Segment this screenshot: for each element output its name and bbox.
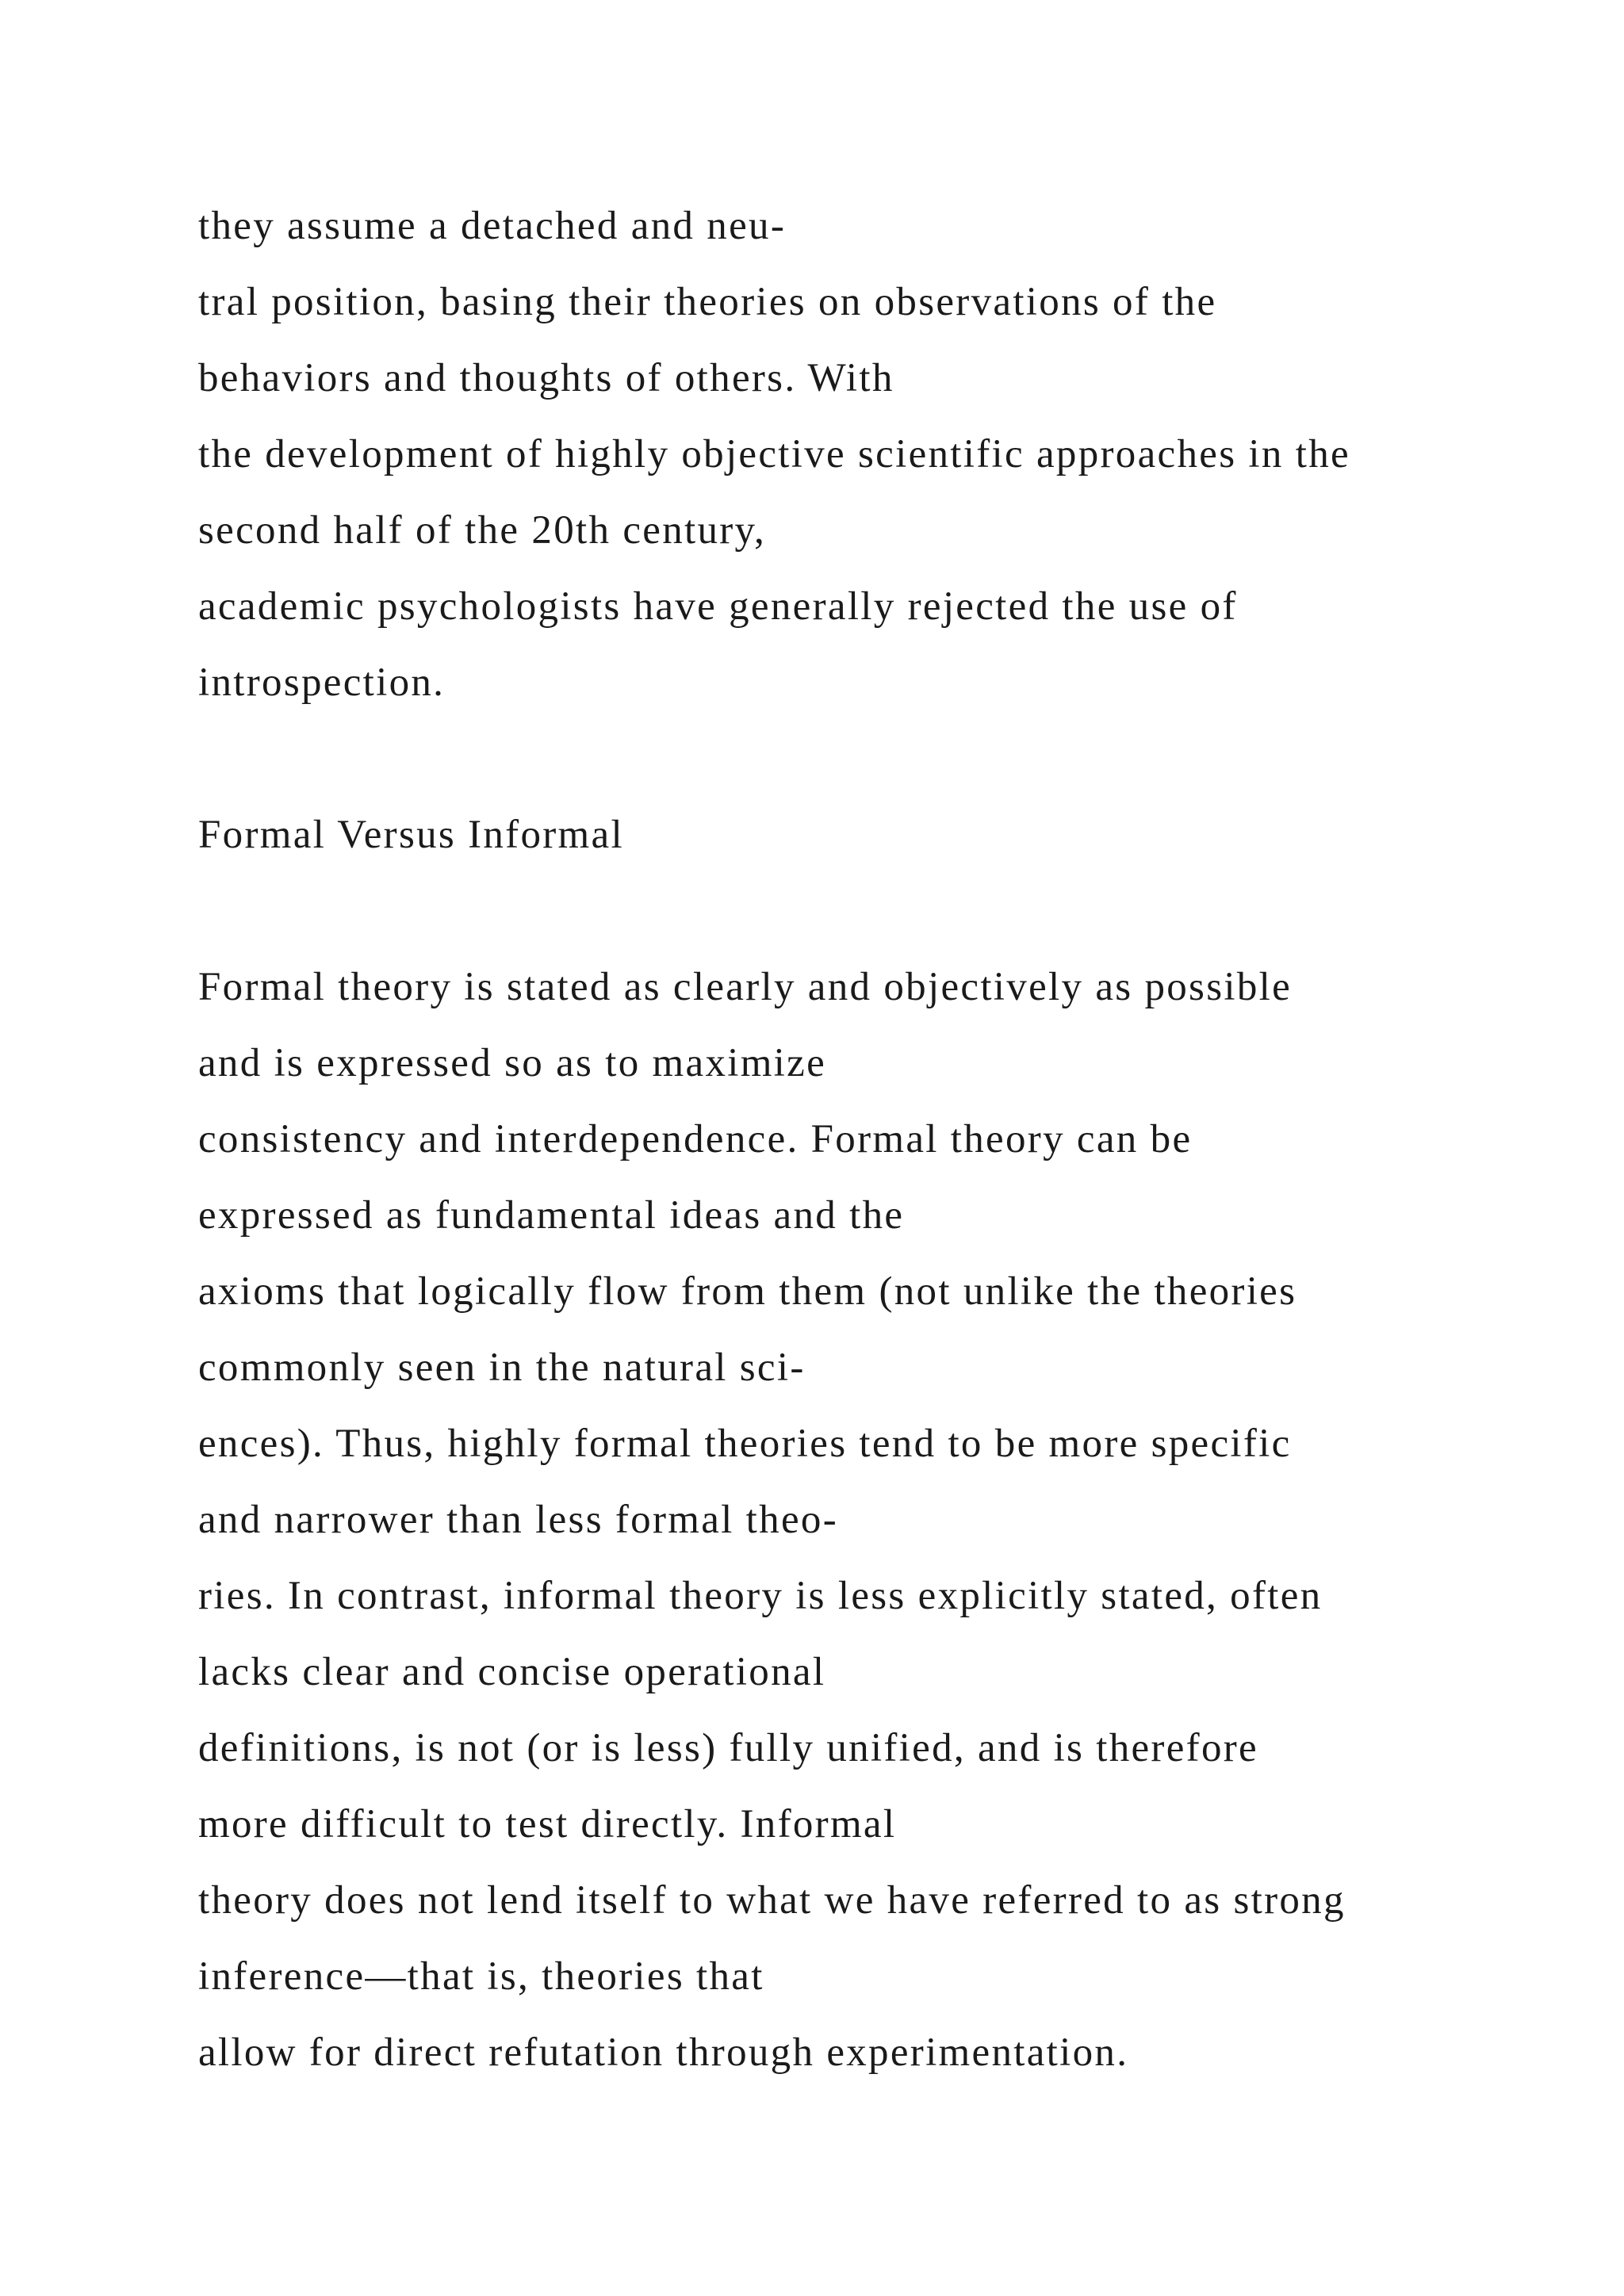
text-line: and is expressed so as to maximize <box>198 1041 827 1085</box>
text-line: Formal theory is stated as clearly and objectively as possible <box>198 965 1293 1009</box>
text-line: and narrower than less formal theo- <box>198 1498 838 1542</box>
text-line: tral position, basing their theories on observations of the <box>198 280 1217 324</box>
text-line: ences). Thus, highly formal theories tend to be more specific <box>198 1422 1292 1466</box>
text-line: lacks clear and concise operational <box>198 1650 826 1694</box>
text-line: academic psychologists have generally rejected the use of <box>198 584 1238 629</box>
text-line: introspection. <box>198 660 446 705</box>
text-line: definitions, is not (or is less) fully unified, and is therefore <box>198 1726 1258 1770</box>
text-line: the development of highly objective scientific approaches in the <box>198 432 1350 476</box>
blank-line <box>198 873 1546 949</box>
blank-line <box>198 721 1546 797</box>
text-line: consistency and interdependence. Formal theory can be <box>198 1117 1193 1161</box>
text-line: commonly seen in the natural sci- <box>198 1345 806 1390</box>
section-heading: Formal Versus Informal <box>198 813 624 857</box>
paragraph-introspection <box>198 188 1546 721</box>
text-line: more difficult to test directly. Informal <box>198 1802 897 1846</box>
text-line: second half of the 20th century, <box>198 508 767 553</box>
text-line: allow for direct refutation through experimentation. <box>198 2030 1129 2075</box>
text-line: inference—that is, theories that <box>198 1954 764 1999</box>
text-line: expressed as fundamental ideas and the <box>198 1193 905 1238</box>
text-line: ries. In contrast, informal theory is less explicitly stated, often <box>198 1574 1323 1618</box>
text-line: theory does not lend itself to what we have referred to as strong <box>198 1878 1346 1923</box>
paragraph-formal-theory <box>198 949 1546 2091</box>
text-line: behaviors and thoughts of others. With <box>198 356 894 400</box>
text-body <box>198 188 1546 2091</box>
text-line: they assume a detached and neu- <box>198 204 787 248</box>
text-line: axioms that logically flow from them (not unlike the theories <box>198 1269 1297 1314</box>
